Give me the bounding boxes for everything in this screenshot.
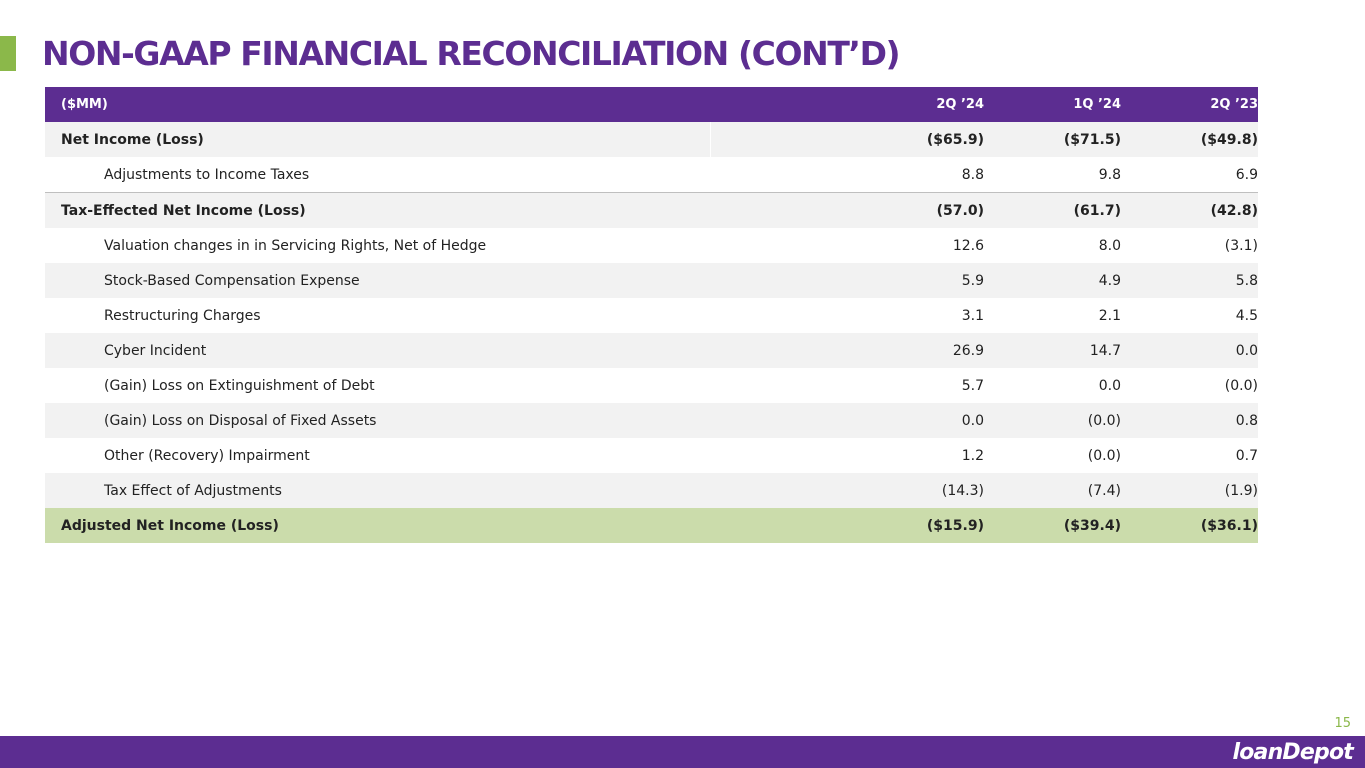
cell-2q24: ($65.9)	[926, 131, 984, 148]
cell-2q24: 5.9	[961, 272, 984, 289]
cell-2q23: (1.9)	[1224, 482, 1258, 499]
cell-1q24: (61.7)	[1073, 202, 1121, 219]
cell-2q23: 6.9	[1121, 157, 1258, 193]
cell-2q24: 12.6	[952, 237, 984, 254]
cell-2q24: 1.2	[961, 447, 984, 464]
cell-2q23: ($49.8)	[1200, 131, 1258, 148]
cell-1q24: ($39.4)	[1063, 517, 1121, 534]
row-label: Valuation changes in in Servicing Rights, Net of Hedge	[104, 237, 487, 254]
row-label: Tax-Effected Net Income (Loss)	[61, 202, 306, 219]
row-label: (Gain) Loss on Disposal of Fixed Assets	[104, 412, 377, 429]
table-header	[45, 87, 1258, 122]
cell-1q24: 8.0	[1098, 237, 1121, 254]
header-2q23: 2Q ’23	[1210, 97, 1258, 112]
row-label: Net Income (Loss)	[45, 122, 710, 157]
row-restructuring-charges	[45, 298, 1258, 333]
header-2q24: 2Q ’24	[936, 97, 984, 112]
cell-1q24: 4.9	[1098, 272, 1121, 289]
cell-1q24: (0.0)	[1087, 412, 1121, 429]
row-stock-based-compensation	[45, 263, 1258, 298]
row-label: Restructuring Charges	[104, 307, 261, 324]
cell-2q24: 0.0	[961, 412, 984, 429]
row-cyber-incident	[45, 333, 1258, 368]
row-label: Cyber Incident	[104, 342, 207, 359]
row-adjustments-income-taxes	[45, 157, 1258, 193]
row-disposal-of-fixed-assets	[45, 403, 1258, 438]
cell-1q24: 14.7	[1089, 342, 1121, 359]
cell-2q23: (0.0)	[1224, 377, 1258, 394]
cell-1q24: 0.0	[1098, 377, 1121, 394]
cell-1q24: 2.1	[1098, 307, 1121, 324]
cell-1q24: 9.8	[984, 157, 1121, 193]
row-extinguishment-of-debt	[45, 368, 1258, 403]
cell-2q24: ($15.9)	[926, 517, 984, 534]
page-number: 15	[1334, 716, 1351, 731]
row-other-recovery-impairment	[45, 438, 1258, 473]
cell-2q23: 5.8	[1235, 272, 1258, 289]
row-tax-effected-net-income	[45, 193, 1258, 229]
cell-1q24: ($71.5)	[1063, 131, 1121, 148]
cell-2q23: 0.7	[1235, 447, 1258, 464]
row-label: Stock-Based Compensation Expense	[104, 272, 360, 289]
cell-2q24: (57.0)	[936, 202, 984, 219]
cell-1q24: (0.0)	[1087, 447, 1121, 464]
row-label: Adjustments to Income Taxes	[45, 157, 710, 193]
header-1q24: 1Q ’24	[1073, 97, 1121, 112]
reconciliation-table	[45, 87, 1258, 543]
cell-2q24: 5.7	[961, 377, 984, 394]
cell-2q23: (3.1)	[1224, 237, 1258, 254]
cell-2q23: (42.8)	[1210, 202, 1258, 219]
page-title: NON-GAAP FINANCIAL RECONCILIATION (CONT’D)	[42, 34, 900, 73]
header-units-label: ($MM)	[61, 97, 108, 112]
cell-2q24: (14.3)	[941, 482, 984, 499]
company-logo: loanDepot	[1232, 739, 1353, 765]
row-valuation-changes-servicing-rights	[45, 228, 1258, 263]
table-header-row	[45, 87, 1258, 122]
row-net-income	[45, 122, 1258, 157]
cell-2q23: 0.8	[1235, 412, 1258, 429]
title-accent-bar	[0, 36, 16, 71]
cell-2q24: 8.8	[710, 157, 984, 193]
row-label: Other (Recovery) Impairment	[104, 447, 310, 464]
row-adjusted-net-income	[45, 508, 1258, 543]
row-tax-effect-of-adjustments	[45, 473, 1258, 508]
cell-2q23: 0.0	[1235, 342, 1258, 359]
cell-2q24: 26.9	[952, 342, 984, 359]
row-label: (Gain) Loss on Extinguishment of Debt	[104, 377, 375, 394]
cell-1q24: (7.4)	[1087, 482, 1121, 499]
cell-2q23: 4.5	[1235, 307, 1258, 324]
table-body	[45, 122, 1258, 543]
row-label: Adjusted Net Income (Loss)	[61, 517, 279, 534]
cell-2q23: ($36.1)	[1200, 517, 1258, 534]
footer-bar	[0, 736, 1365, 768]
row-label: Tax Effect of Adjustments	[104, 482, 282, 499]
cell-2q24: 3.1	[961, 307, 984, 324]
